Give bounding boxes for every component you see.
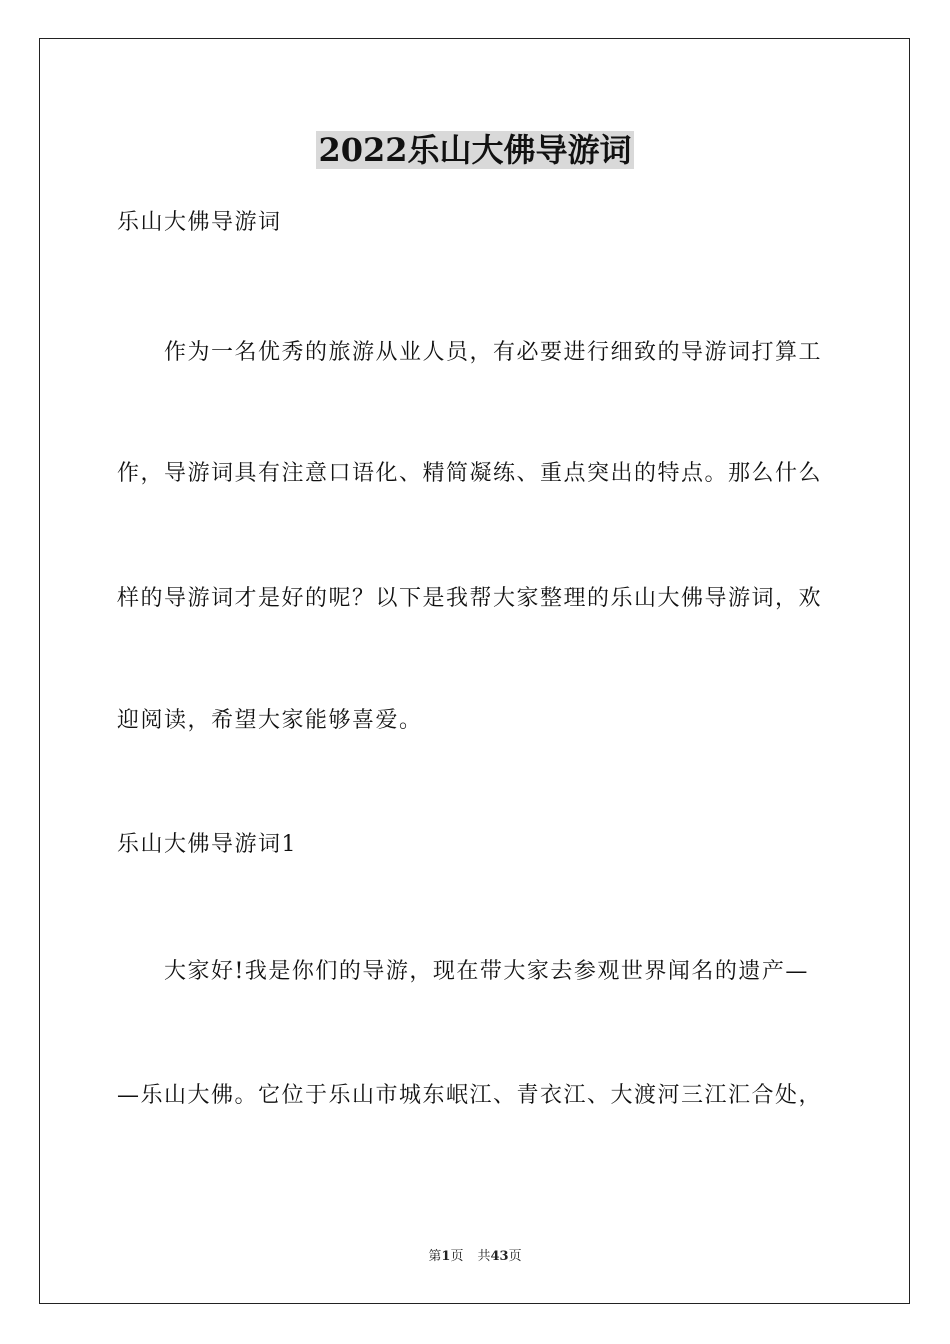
total-suffix: 页 xyxy=(508,1249,522,1264)
paragraph-line: 迎阅读，希望大家能够喜爱。 xyxy=(117,708,423,733)
page-prefix: 第 xyxy=(428,1249,442,1264)
paragraph-line: —乐山大佛。它位于乐山市城东岷江、青衣江、大渡河三江汇合处， xyxy=(117,1083,823,1108)
document-title xyxy=(0,128,950,172)
paragraph-line: 样的导游词才是好的呢？以下是我帮大家整理的乐山大佛导游词，欢 xyxy=(117,586,823,611)
document-title-text: 2022乐山大佛导游词 xyxy=(318,131,632,169)
page-number: 1 xyxy=(441,1249,451,1264)
section-heading-1: 乐山大佛导游词1 xyxy=(117,832,297,857)
total-prefix: 共 xyxy=(477,1249,491,1264)
page-suffix: 页 xyxy=(450,1249,464,1264)
page-footer xyxy=(0,1248,950,1266)
section-heading-intro: 乐山大佛导游词 xyxy=(117,210,282,235)
paragraph-line: 大家好!我是你们的导游，现在带大家去参观世界闻名的遗产— xyxy=(164,959,809,984)
total-pages: 43 xyxy=(490,1249,509,1264)
paragraph-line: 作为一名优秀的旅游从业人员，有必要进行细致的导游词打算工 xyxy=(164,340,823,365)
paragraph-line: 作，导游词具有注意口语化、精简凝练、重点突出的特点。那么什么 xyxy=(117,461,823,486)
